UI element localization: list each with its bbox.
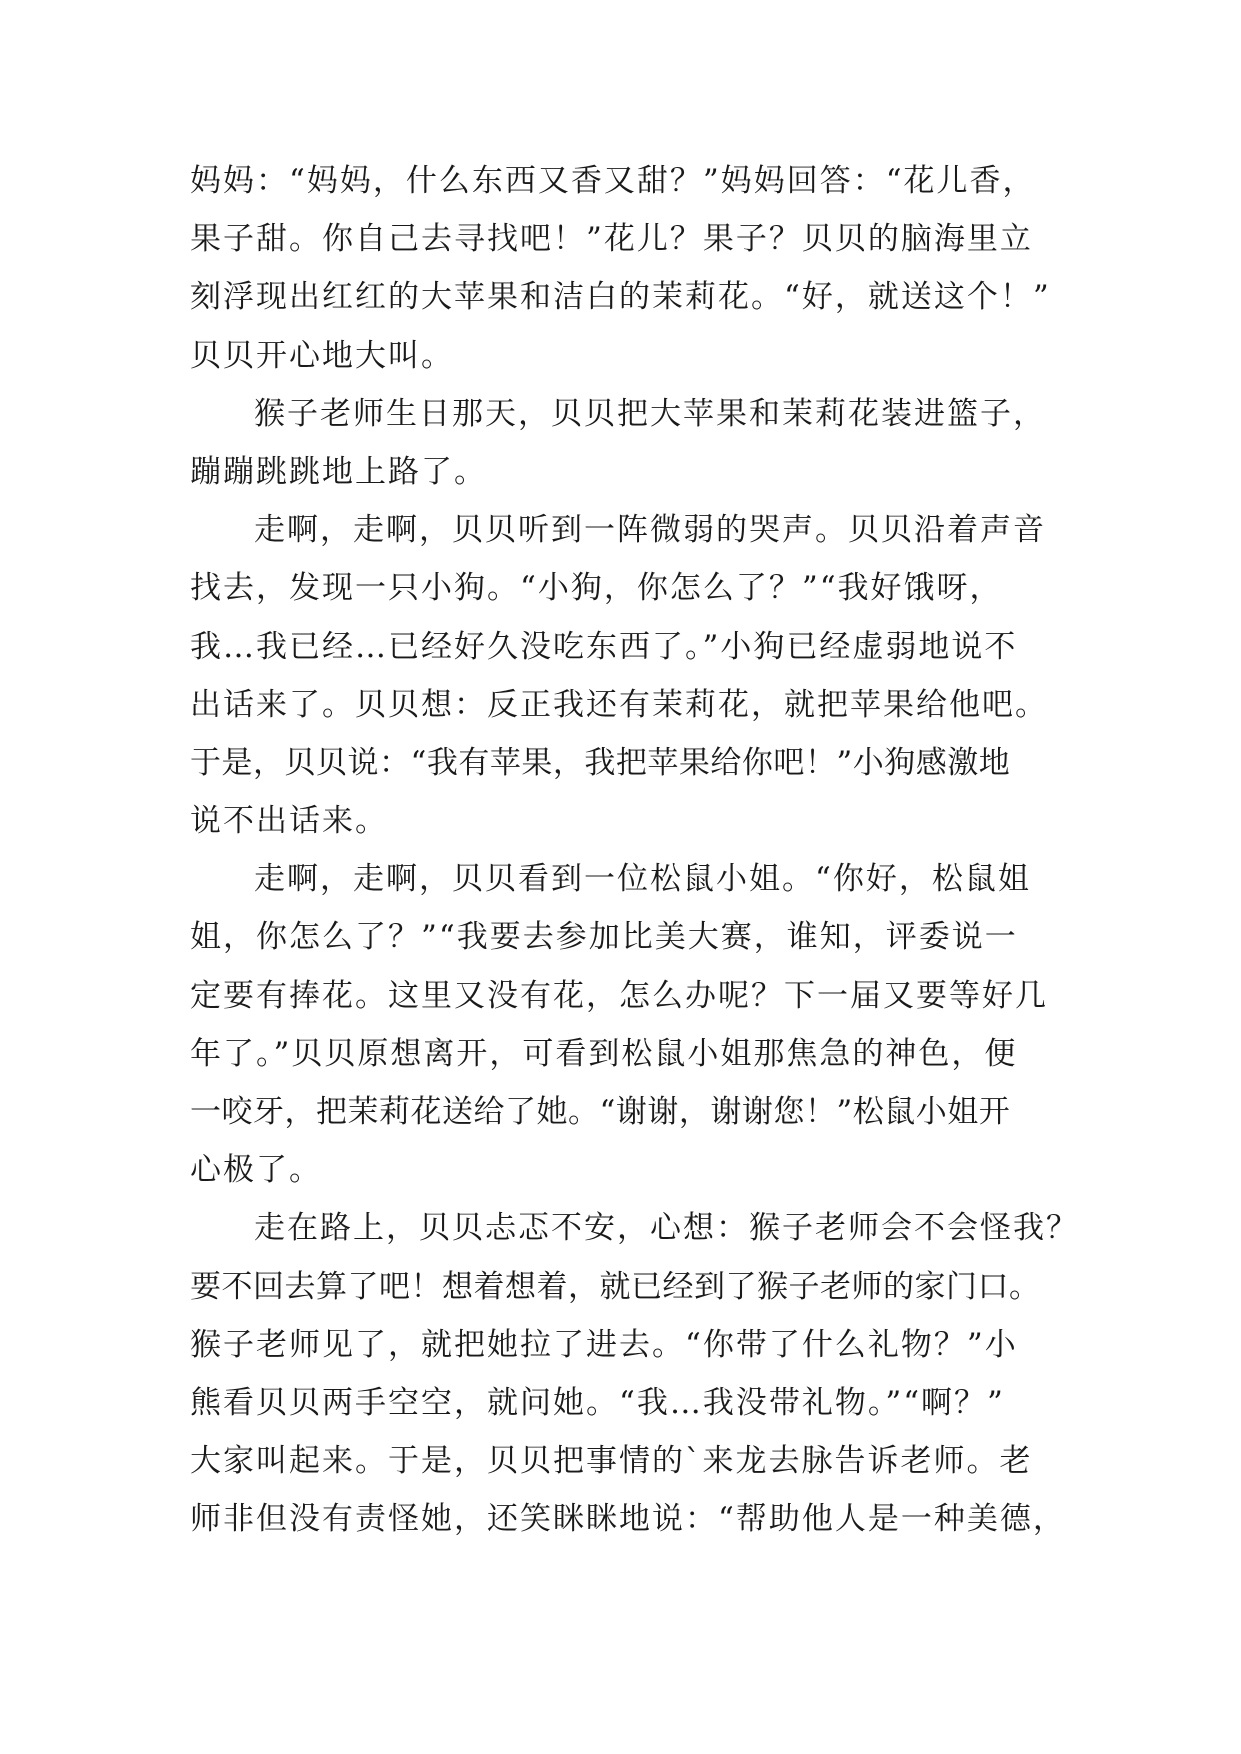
text-line: 刻浮现出红红的大苹果和洁白的茉莉花。“好，就送这个！”: [190, 279, 1051, 316]
paragraph-start-line: 走啊，走啊，贝贝听到一阵微弱的哭声。贝贝沿着声音: [254, 512, 1046, 549]
text-line: 果子甜。你自己去寻找吧！”花儿？果子？贝贝的脑海里立: [190, 221, 1033, 258]
text-line: 师非但没有责怪她，还笑眯眯地说：“帮助他人是一种美德，: [190, 1501, 1066, 1538]
text-line: 一咬牙，把茉莉花送给了她。“谢谢，谢谢您！”松鼠小姐开: [190, 1094, 1011, 1130]
paragraph-start-line: 猴子老师生日那天，贝贝把大苹果和茉莉花装进篮子，: [254, 395, 1046, 432]
paragraph-start-line: 走在路上，贝贝忐忑不安，心想：猴子老师会不会怪我？: [254, 1210, 1079, 1247]
text-line: 要不回去算了吧！想着想着，就已经到了猴子老师的家门口。: [190, 1268, 1041, 1305]
text-line: 姐，你怎么了？”“我要去参加比美大赛，谁知，评委说一: [190, 919, 1018, 956]
text-line: 于是，贝贝说：“我有苹果，我把苹果给你吧！”小狗感激地: [190, 744, 1011, 781]
text-line: 妈妈：“妈妈，什么东西又香又甜？”妈妈回答：“花儿香，: [190, 163, 1036, 199]
story-text: [190, 152, 1079, 1549]
text-line: 熊看贝贝两手空空，就问她。“我…我没带礼物。”“啊？”: [190, 1384, 1005, 1421]
text-line: 大家叫起来。于是，贝贝把事情的`来龙去脉告诉老师。老: [190, 1443, 1033, 1480]
text-line: 我…我已经…已经好久没吃东西了。”小狗已经虚弱地说不: [190, 628, 1018, 665]
text-line: 说不出话来。: [190, 803, 388, 840]
text-line: 蹦蹦跳跳地上路了。: [190, 453, 487, 490]
text-line: 年了。”贝贝原想离开，可看到松鼠小姐那焦急的神色，便: [190, 1035, 1018, 1072]
text-line: 猴子老师见了，就把她拉了进去。“你带了什么礼物？”小: [190, 1326, 1018, 1363]
text-line: 找去，发现一只小狗。“小狗，你怎么了？”“我好饿呀，: [190, 570, 1003, 607]
text-line: 贝贝开心地大叫。: [190, 337, 454, 374]
text-line: 心极了。: [190, 1152, 322, 1189]
paragraph-start-line: 走啊，走啊，贝贝看到一位松鼠小姐。“你好，松鼠姐: [254, 861, 1031, 898]
text-line: 定要有捧花。这里又没有花，怎么办呢？下一届又要等好几: [190, 977, 1048, 1014]
text-line: 出话来了。贝贝想：反正我还有茉莉花，就把苹果给他吧。: [190, 686, 1048, 723]
